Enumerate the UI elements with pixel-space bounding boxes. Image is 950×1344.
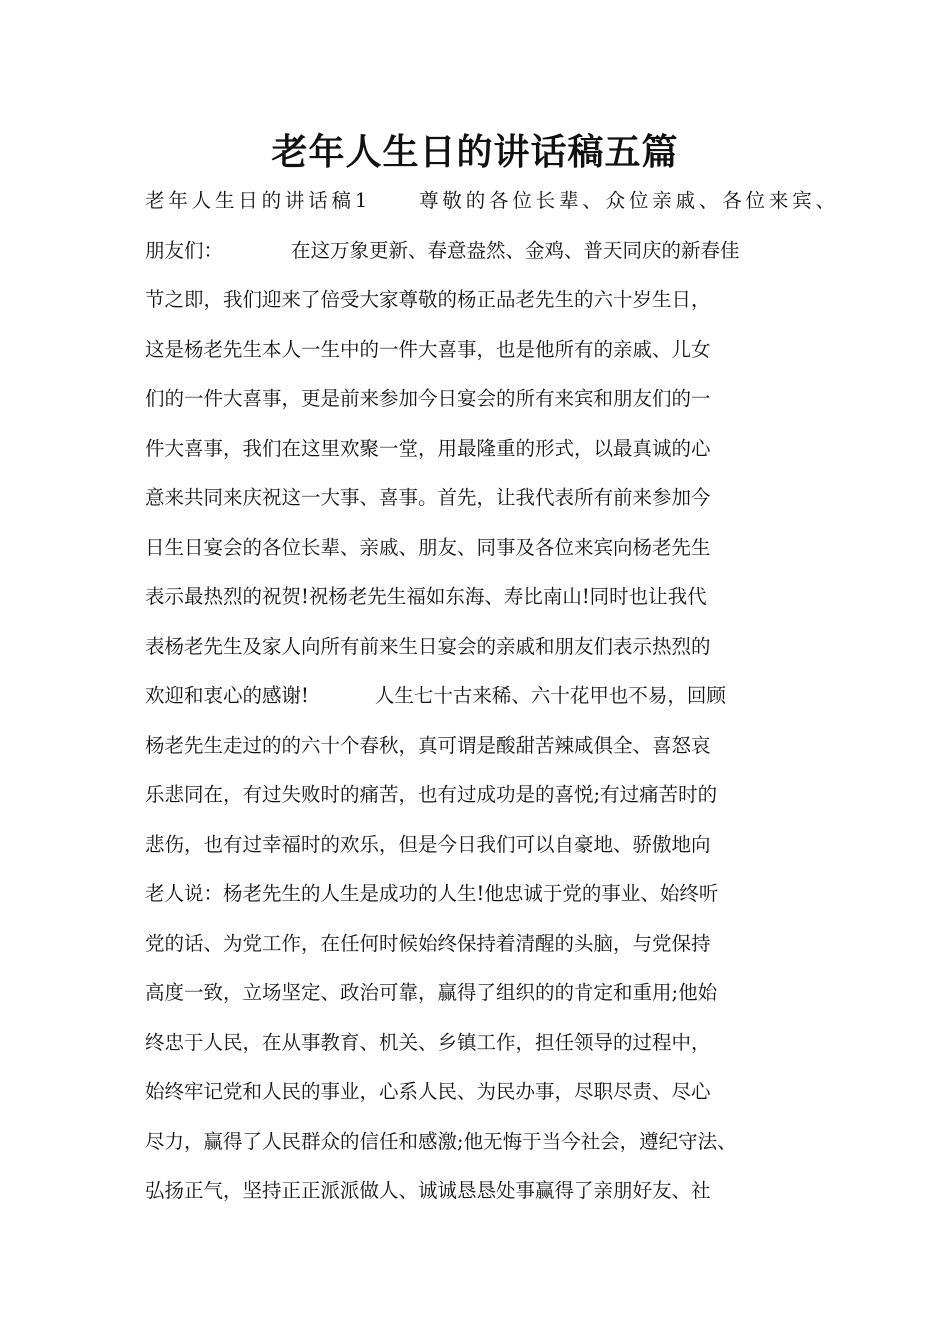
text-segment: 在这万象更新、春意盎然、金鸡、普天同庆的新春佳 [291,238,740,262]
text-line: 日生日宴会的各位长辈、亲戚、朋友、同事及各位来宾向杨老先生 [145,535,711,559]
text-line: 表杨老先生及家人向所有前来生日宴会的亲戚和朋友们表示热烈的 [145,634,711,658]
text-line: 老人说：杨老先生的人生是成功的人生!他忠诚于党的事业、始终听 [145,882,719,905]
text-line: 尽力，赢得了人民群众的信任和感激;他无悔于当今社会，遵纪守法、 [145,1129,737,1153]
text-segment: 人生七十古来稀、六十花甲也不易，回顾 [374,684,726,707]
text-segment: 欢迎和衷心的感谢! [145,684,309,707]
text-line: 弘扬正气，坚持正正派派做人、诚诚恳恳处事赢得了亲朋好友、社 [145,1179,711,1202]
text-line: 表示最热烈的祝贺!祝杨老先生福如东海、寿比南山!同时也让我代 [145,585,707,608]
text-line: 始终牢记党和人民的事业，心系人民、为民办事，尽职尽责、尽心 [145,1080,711,1103]
text-line: 悲伤，也有过幸福时的欢乐，但是今日我们可以自豪地、骄傲地向 [145,832,711,856]
text-line [145,226,835,276]
text-line: 终忠于人民，在从事教育、机关、乡镇工作，担任领导的过程中， [145,1030,711,1054]
text-line [145,671,835,721]
text-line: 件大喜事，我们在这里欢聚一堂，用最隆重的形式，以最真诚的心 [145,436,711,460]
document-body [145,176,835,1216]
text-line: 意来共同来庆祝这一大事、喜事。首先，让我代表所有前来参加今 [145,486,711,509]
text-segment: 老年人生日的讲话稿1 [145,189,368,212]
text-line: 高度一致，立场坚定、政治可靠，赢得了组织的的肯定和重用;他始 [145,981,718,1004]
text-line: 这是杨老先生本人一生中的一件大喜事，也是他所有的亲戚、儿女 [145,337,711,361]
text-line: 节之即，我们迎来了倍受大家尊敬的杨正品老先生的六十岁生日， [145,288,711,311]
text-segment: 尊敬的各位长辈、众位亲戚、各位来宾、 [415,189,835,212]
text-line [145,176,835,226]
text-line: 党的话、为党工作，在任何时候始终保持着清醒的头脑，与党保持 [145,931,711,955]
text-line: 乐悲同在，有过失败时的痛苦，也有过成功是的喜悦;有过痛苦时的 [145,783,718,806]
document-title: 老年人生日的讲话稿五篇 [271,132,679,173]
text-line: 们的一件大喜事，更是前来参加今日宴会的所有来宾和朋友们的一 [145,387,711,410]
text-line: 杨老先生走过的的六十个春秋，真可谓是酸甜苦辣咸俱全、喜怒哀 [145,733,711,757]
text-segment: 朋友们： [145,238,224,262]
